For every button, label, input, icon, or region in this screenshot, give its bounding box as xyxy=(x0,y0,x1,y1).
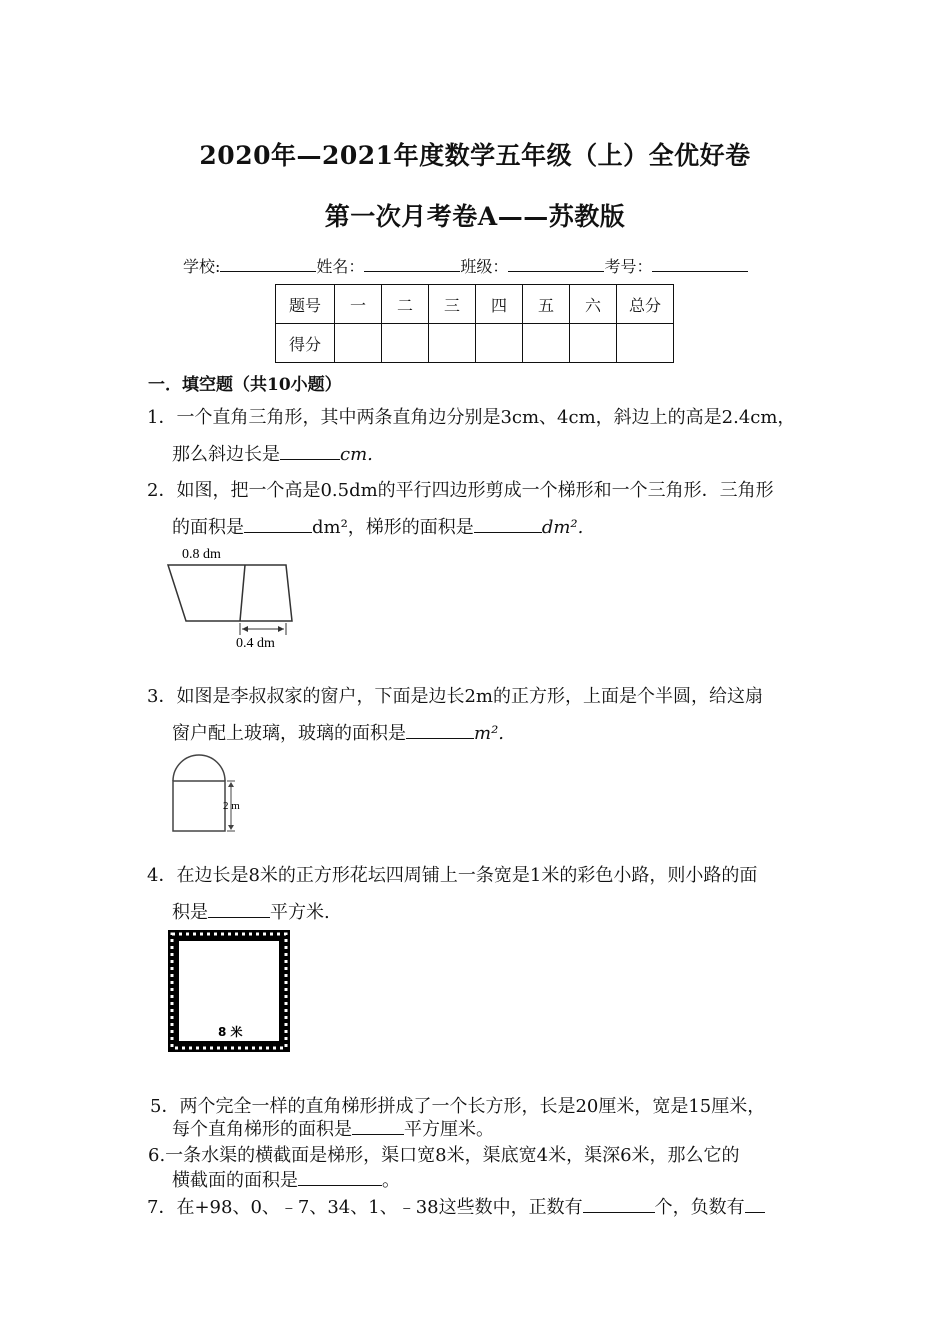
question-number: 3． xyxy=(147,686,177,707)
answer-blank[interactable] xyxy=(474,516,542,533)
square xyxy=(173,781,225,831)
question-number: 7． xyxy=(147,1197,177,1218)
question-6-line2 xyxy=(172,1166,400,1192)
question-7 xyxy=(147,1193,765,1219)
page-title: 2020年—2021年度数学五年级（上）全优好卷 xyxy=(199,141,751,170)
arrow-head xyxy=(278,626,284,632)
answer-blank[interactable] xyxy=(352,1118,404,1135)
question-text: 在边长是8米的正方形花坛四周铺上一条宽是1米的彩色小路，则小路的面 xyxy=(176,865,758,886)
page-subtitle: 第一次月考卷A——苏教版 xyxy=(324,202,626,231)
question-text: 在+98、0、﹣7、34、1、﹣38这些数中，正数有 xyxy=(176,1197,583,1218)
question-text: 横截面的面积是 xyxy=(172,1170,298,1191)
score-cell[interactable] xyxy=(570,324,617,363)
question-text: 那么斜边长是 xyxy=(172,444,280,465)
question-text: 个，负数有 xyxy=(654,1197,745,1218)
score-cell[interactable] xyxy=(429,324,476,363)
section-heading: 一．填空题（共10小题） xyxy=(148,375,342,395)
arrow-head xyxy=(228,825,234,830)
score-table xyxy=(275,284,674,363)
arrow-head xyxy=(228,782,234,787)
question-5-line2 xyxy=(172,1115,494,1141)
answer-blank[interactable] xyxy=(406,722,474,739)
question-3 xyxy=(147,682,763,708)
answer-blank[interactable] xyxy=(745,1196,765,1213)
score-row-label: 得分 xyxy=(276,324,335,363)
answer-blank[interactable] xyxy=(244,516,312,533)
score-cell[interactable] xyxy=(335,324,382,363)
question-number: 2． xyxy=(147,480,177,501)
question-4 xyxy=(147,861,757,887)
score-table-header-cell: 一 xyxy=(335,285,382,324)
side-length-label: 8 米 xyxy=(218,1025,243,1039)
flowerbed-figure xyxy=(166,928,292,1054)
score-table-header-cell: 三 xyxy=(429,285,476,324)
answer-blank[interactable] xyxy=(298,1169,382,1186)
class-field[interactable] xyxy=(508,255,604,272)
question-2 xyxy=(147,476,774,502)
name-field[interactable] xyxy=(364,255,460,272)
info-row xyxy=(183,254,748,277)
parallelogram-outline xyxy=(168,565,292,621)
question-1 xyxy=(147,403,795,429)
question-text: dm²，梯形的面积是 xyxy=(312,517,474,538)
score-table-header-cell: 二 xyxy=(382,285,429,324)
score-table-header-cell: 总分 xyxy=(617,285,674,324)
arrow-head xyxy=(242,626,248,632)
question-text: 如图，把一个高是0.5dm的平行四边形剪成一个梯形和一个三角形．三角形 xyxy=(176,480,774,501)
answer-blank[interactable] xyxy=(280,443,340,460)
class-label: 班级： xyxy=(460,257,509,276)
score-table-header-cell: 五 xyxy=(523,285,570,324)
question-text: 5．两个完全一样的直角梯形拼成了一个长方形，长是20厘米，宽是15厘米， xyxy=(150,1096,766,1117)
question-text: 平方米. xyxy=(270,902,330,923)
score-cell[interactable] xyxy=(523,324,570,363)
top-length-label: 0.8 dm xyxy=(182,547,221,562)
exam-number-field[interactable] xyxy=(652,255,748,272)
bottom-length-label: 0.4 dm xyxy=(236,636,275,651)
score-table-score-row xyxy=(276,324,674,363)
unit-text: m². xyxy=(474,723,505,744)
exam-number-label: 考号： xyxy=(604,257,653,276)
score-cell[interactable] xyxy=(476,324,523,363)
question-text: 。 xyxy=(382,1170,400,1191)
score-cell[interactable] xyxy=(382,324,429,363)
score-table-header-cell: 六 xyxy=(570,285,617,324)
question-text: 积是 xyxy=(172,902,208,923)
question-text: 如图是李叔叔家的窗户，下面是边长2m的正方形，上面是个半圆，给这扇 xyxy=(176,686,763,707)
cut-line xyxy=(240,565,245,621)
score-cell[interactable] xyxy=(617,324,674,363)
question-2-line2 xyxy=(172,513,583,539)
question-text: 的面积是 xyxy=(172,517,244,538)
score-table-header-cell: 四 xyxy=(476,285,523,324)
question-number: 4． xyxy=(147,865,177,886)
question-4-line2 xyxy=(172,898,330,924)
school-field[interactable] xyxy=(220,255,316,272)
question-1-line2 xyxy=(172,440,373,466)
question-text: 6.一条水渠的横截面是梯形，渠口宽8米，渠底宽4米，渠深6米，那么它的 xyxy=(148,1145,740,1166)
question-text: 一个直角三角形，其中两条直角边分别是3cm、4cm，斜边上的高是2.4cm， xyxy=(176,407,796,428)
question-text: 平方厘米。 xyxy=(404,1119,494,1140)
side-length-label: 2 m xyxy=(223,800,240,812)
score-table-header-cell: 题号 xyxy=(276,285,335,324)
question-text: 窗户配上玻璃，玻璃的面积是 xyxy=(172,723,406,744)
question-number: 1． xyxy=(147,407,177,428)
question-text: 每个直角梯形的面积是 xyxy=(172,1119,352,1140)
score-table-header-row xyxy=(276,285,674,324)
answer-blank[interactable] xyxy=(208,901,270,918)
school-label: 学校: xyxy=(183,257,221,276)
parallelogram-figure xyxy=(160,543,300,651)
name-label: 姓名： xyxy=(316,257,365,276)
question-3-line2 xyxy=(172,719,504,745)
answer-blank[interactable] xyxy=(583,1196,655,1213)
unit-text: dm². xyxy=(541,517,584,538)
question-6 xyxy=(148,1141,740,1167)
unit-text: cm. xyxy=(340,444,373,465)
window-figure xyxy=(165,753,255,837)
semicircle xyxy=(173,755,225,781)
